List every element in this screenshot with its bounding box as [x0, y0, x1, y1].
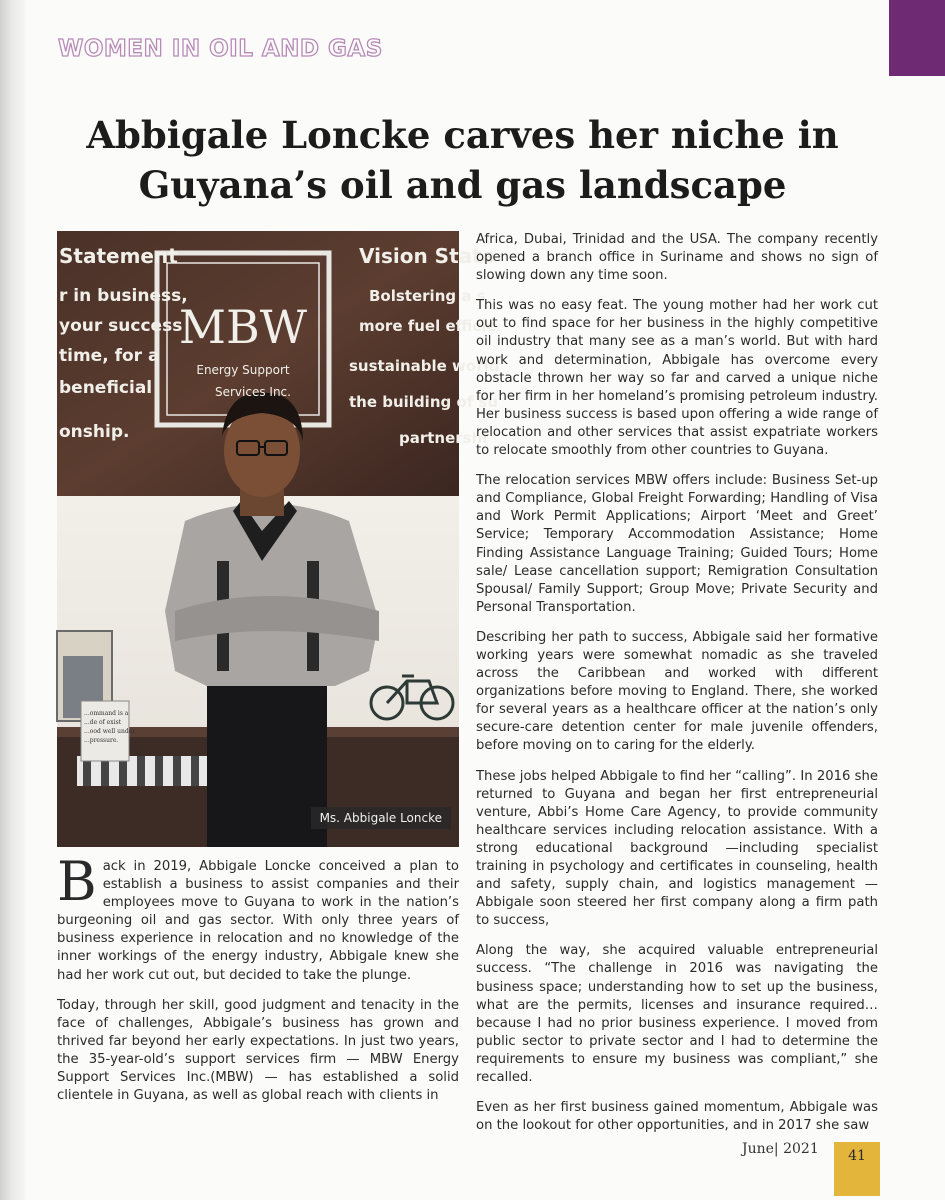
desk-sign-line-1: ...ommand is a — [84, 710, 129, 717]
desk-sign-line-2: ...de of exist — [84, 719, 122, 726]
portrait-illustration — [57, 231, 500, 847]
wall-text-right-4: sustainable world — [349, 357, 500, 375]
page-binding-shadow — [0, 0, 26, 1200]
photo-caption: Ms. Abbigale Loncke — [311, 807, 451, 829]
wall-text-left-5: beneficial — [59, 378, 153, 398]
wall-text-right-5: the building of su — [349, 393, 499, 411]
logo-mbw: MBW — [178, 300, 308, 354]
desk-sign-line-4: ...pressure. — [84, 737, 119, 744]
paragraph: These jobs helped Abbigale to find her “calling”. In 2016 she returned to Guyana and began her first entrepreneurial venture, Abbi’s Home Care Agency, to provide community healthcare services including relocation assistance. With a strong educational background —including specialist training in psychology and certificates in counseling, health and safety, supply chain, and logistics management — Abbigale soon steered her first company along a firm path to success, — [476, 768, 878, 929]
paragraph: Describing her path to success, Abbigale said her formative working years were somewhat nomadic as she traveled across the Caribbean and worked with different organizations before moving to England. There, she worked for several years as a healthcare officer at the nation’s only secure-care detention center for male juvenile offenders, before moving on to caring for the elderly. — [476, 629, 878, 754]
paragraph: The relocation services MBW offers include: Business Set-up and Compliance, Global Freight Forwarding; Handling of Visa and Work Permit Applications; Airport ‘Meet and Greet’ Service; Temporary Accommodation Assistance; Home Finding Assistance Language Training; Guided Tours; Home sale/ Lease cancellation support; Remigration Consultation Spousal/ Family Support; Group Move; Private Security and Personal Transportation. — [476, 473, 878, 615]
article-column-right — [476, 231, 878, 1147]
article-headline: Abbigale Loncke carves her niche in Guyana’s oil and gas landscape — [86, 113, 839, 207]
section-tag: WOMEN IN OIL AND GAS — [58, 36, 383, 62]
desk-sign-line-3: ...ood well under — [84, 728, 136, 735]
wall-text-right-6: partnershi — [399, 429, 488, 447]
paragraph: Along the way, she acquired valuable entrepreneurial success. “The challenge in 2016 was navigating the business space; understanding how to set up the business, what are the permits, licenses and insurance required…because I had no prior business experience. I moved from public sector to private sector and I had to determine the requirements to ensure my business was compliant,” she recalled. — [476, 943, 878, 1086]
paragraph — [57, 850, 459, 985]
paragraph: Even as her first business gained momentum, Abbigale was on the lookout for other opportunities, and in 2017 she saw — [476, 1100, 878, 1134]
article-column-left — [57, 850, 459, 1117]
paragraph-text: ack in 2019, Abbigale Loncke conceived a plan to establish a business to assist companies and their employees move to Guyana to work in the nation’s burgeoning oil and gas sector. With only three years of business experience in relocation and no knowledge of the inner workings of the energy industry, Abbigale knew she had her work cut out, but decided to take the plunge. — [57, 859, 459, 983]
drop-cap: B — [57, 850, 97, 913]
issue-date: June| 2021 — [742, 1141, 819, 1157]
logo-line-2: Services Inc. — [215, 385, 291, 399]
paragraph: Today, through her skill, good judgment and tenacity in the face of challenges, Abbigale’s business has grown and thrived far beyond her early expectations. In just two years, the 35-year-old’s support services firm — MBW Energy Support Services Inc.(MBW) — has established a solid clientele in Guyana, as well as global reach with clients in — [57, 997, 459, 1104]
wall-text-left-6: onship. — [59, 422, 130, 442]
article-photo — [57, 231, 500, 847]
wall-text-right-3: more fuel efficie — [359, 317, 497, 335]
paragraph: This was no easy feat. The young mother had her work cut out to find space for her business in the highly competitive oil industry that many see as a man’s world. But with hard work and determination, Abbigale has overcome every obstacle thrown her way so far and carved a unique niche for her firm in her homeland’s promising petroleum industry. Her business success is based upon offering a wide range of relocation and other services that assist expatriate workers to relocate smoothly from other countries to Guyana. — [476, 298, 878, 459]
wall-text-right-2: Bolstering a s — [369, 287, 486, 305]
paragraph: Africa, Dubai, Trinidad and the USA. The company recently opened a branch office in Suriname and shows no sign of slowing down any time soon. — [476, 232, 878, 284]
wall-text-left-4: time, for a — [59, 346, 160, 366]
logo-line-1: Energy Support — [196, 363, 290, 377]
page-number-box — [834, 1142, 880, 1196]
section-color-tab — [889, 0, 945, 76]
wall-text-left-2: r in business, — [59, 286, 188, 306]
wall-text-left-1: Statement — [59, 244, 178, 268]
wall-text-left-3: your success — [59, 316, 183, 336]
page-number: 41 — [848, 1148, 866, 1164]
wall-text-right-1: Vision State — [359, 244, 496, 268]
